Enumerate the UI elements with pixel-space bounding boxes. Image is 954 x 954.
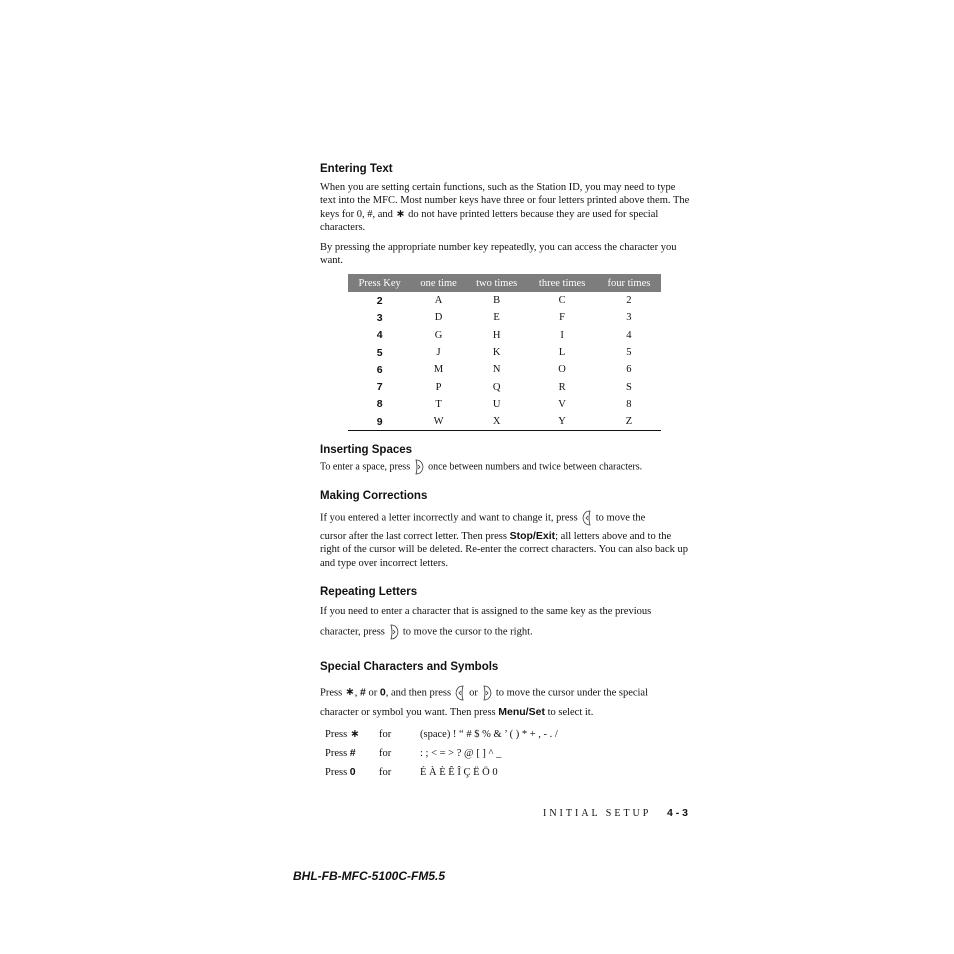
cell: 8: [626, 398, 632, 410]
special-row-star-chars: (space) ! “ # $ % & ’ ( ) * + , - . /: [420, 729, 558, 740]
cell-key: 9: [348, 413, 411, 431]
cell: 5: [626, 347, 632, 359]
repeating-letters-line2: [320, 624, 690, 640]
cell: O: [558, 364, 566, 376]
cell-key: 6: [376, 363, 383, 376]
entering-text-heading: Entering Text: [320, 163, 393, 175]
cell: V: [558, 398, 566, 410]
hash-key-label: #: [349, 747, 356, 759]
special-row-zero-chars: É À È Ê Î Ç Ë Ö 0: [420, 767, 498, 778]
zero-key-label: 0: [349, 766, 356, 778]
special-row-star-press: [325, 728, 360, 741]
special-row-hash-for: for: [379, 748, 392, 759]
table-row: [348, 396, 661, 413]
cell: W: [411, 413, 466, 431]
special-row-hash-press: [325, 747, 356, 760]
footer-page-number: 4 - 3: [667, 807, 689, 819]
cell: S: [625, 381, 632, 393]
entering-text-para2: By pressing the appropriate number key repeatedly, you can access the character you want.: [320, 242, 677, 267]
right-arrow-key-icon: [414, 459, 424, 475]
menu-set-key-label: Menu/Set: [498, 706, 545, 718]
special-text-or2: or: [469, 687, 478, 699]
corrections-text-c: cursor after the last correct letter. Then press: [320, 531, 510, 542]
repeating-letters-line1: If you need to enter a character that is assigned to the same key as the previous: [320, 606, 652, 617]
right-arrow-key-icon: [389, 624, 399, 640]
corrections-text-a: If you entered a letter incorrectly and want to change it, press: [320, 512, 578, 524]
para1-text-b: do not have printed letters because they are used for special characters.: [320, 208, 659, 233]
zero-key-label: 0: [379, 686, 386, 699]
cell: R: [558, 381, 566, 393]
right-arrow-key-icon: [482, 685, 492, 701]
col-header-one-time: one time: [411, 274, 466, 292]
cell: P: [435, 381, 442, 393]
para1-text-a: When you are setting certain functions, such as the Station ID, you may need to type text into the MFC. Most number keys have three or four letters printed above them. The keys for 0, #, and: [320, 182, 690, 220]
cell-key: 2: [376, 294, 383, 307]
star-key-icon: ∗: [395, 206, 406, 220]
special-row-zero-press: [325, 766, 356, 779]
cell: 2: [626, 295, 632, 307]
special-row-star-for: for: [379, 729, 392, 740]
col-header-two-times: two times: [466, 274, 528, 292]
cell: Z: [597, 413, 661, 431]
col-header-press-key: Press Key: [348, 274, 411, 292]
special-text-select: to select it.: [544, 707, 594, 718]
corrections-text-d: ; all letters above and to the right of the cursor will be deleted. Re-enter the correct characters. You can also back up and type over incorrect letters.: [320, 531, 688, 569]
making-corrections-heading: Making Corrections: [320, 490, 428, 502]
special-characters-heading: Special Characters and Symbols: [320, 661, 499, 673]
cell: Q: [492, 381, 501, 393]
table-row: [348, 361, 661, 378]
col-header-three-times: three times: [527, 274, 596, 292]
cell: U: [492, 398, 501, 410]
cell: X: [466, 413, 528, 431]
footer-section-title: INITIAL SETUP: [543, 808, 652, 819]
table-row: [348, 413, 661, 431]
special-text-move: to move the cursor under the special: [495, 687, 649, 699]
press-label: Press: [325, 729, 350, 740]
making-corrections-line1: [320, 510, 690, 526]
table-row: [348, 344, 661, 361]
cell: Y: [527, 413, 596, 431]
cell-key: 4: [376, 329, 383, 342]
cell: B: [493, 295, 501, 307]
cell: I: [560, 329, 564, 341]
cell: C: [558, 295, 566, 307]
cell: K: [492, 347, 501, 359]
stop-exit-key-label: Stop/Exit: [509, 530, 556, 542]
special-characters-line2: [320, 706, 690, 719]
left-arrow-key-icon: [455, 685, 465, 701]
table-header-row: [348, 274, 661, 292]
cell: L: [558, 347, 566, 359]
table-row: [348, 292, 661, 309]
making-corrections-para: [320, 530, 690, 570]
key-letter-table: [348, 274, 661, 431]
hash-key-label: #: [360, 686, 366, 699]
cell: 6: [626, 364, 632, 376]
cell-key: 7: [376, 381, 383, 394]
inserting-spaces-text-b: once between numbers and twice between characters.: [428, 461, 643, 473]
cell: E: [493, 312, 500, 324]
cell: N: [492, 364, 501, 376]
col-header-four-times: four times: [597, 274, 661, 292]
document-code: BHL-FB-MFC-5100C-FM5.5: [293, 869, 446, 883]
inserting-spaces-heading: Inserting Spaces: [320, 444, 413, 456]
corrections-text-b: to move the: [595, 512, 646, 524]
cell: 4: [626, 329, 632, 341]
inserting-spaces-text: [320, 459, 690, 475]
cell: M: [433, 364, 444, 376]
special-text-or: or: [365, 687, 380, 699]
table-row: [348, 327, 661, 344]
cell: A: [434, 295, 443, 307]
cell-key: 5: [376, 346, 383, 359]
cell: 3: [626, 312, 632, 324]
cell: F: [559, 312, 566, 324]
cell: G: [434, 329, 443, 341]
left-arrow-key-icon: [582, 510, 592, 526]
inserting-spaces-text-a: To enter a space, press: [320, 461, 411, 473]
cell: D: [434, 312, 443, 324]
cell: T: [435, 398, 442, 410]
press-label: Press: [325, 767, 350, 778]
repeating-text-c: to move the cursor to the right.: [402, 626, 533, 638]
special-characters-line1: [320, 685, 690, 701]
cell-key: 3: [376, 311, 383, 324]
special-text-comma: ,: [354, 687, 361, 699]
cell-key: 8: [376, 398, 383, 411]
table-row: [348, 309, 661, 326]
special-text-line2: character or symbol you want. Then press: [320, 707, 499, 718]
press-label: Press: [325, 748, 350, 759]
table-row: [348, 378, 661, 395]
cell: J: [436, 347, 441, 359]
special-row-hash-chars: : ; < = > ? @ [ ] ^ _: [420, 748, 502, 759]
entering-text-para1: [320, 181, 690, 234]
special-row-zero-for: for: [379, 767, 392, 778]
special-text-then: , and then press: [385, 687, 452, 699]
repeating-letters-heading: Repeating Letters: [320, 586, 418, 598]
star-key-icon: ∗: [350, 727, 360, 740]
star-key-icon: ∗: [345, 685, 355, 699]
repeating-text-b: character, press: [320, 626, 385, 638]
cell: H: [492, 329, 501, 341]
special-text-press: Press: [320, 687, 345, 699]
